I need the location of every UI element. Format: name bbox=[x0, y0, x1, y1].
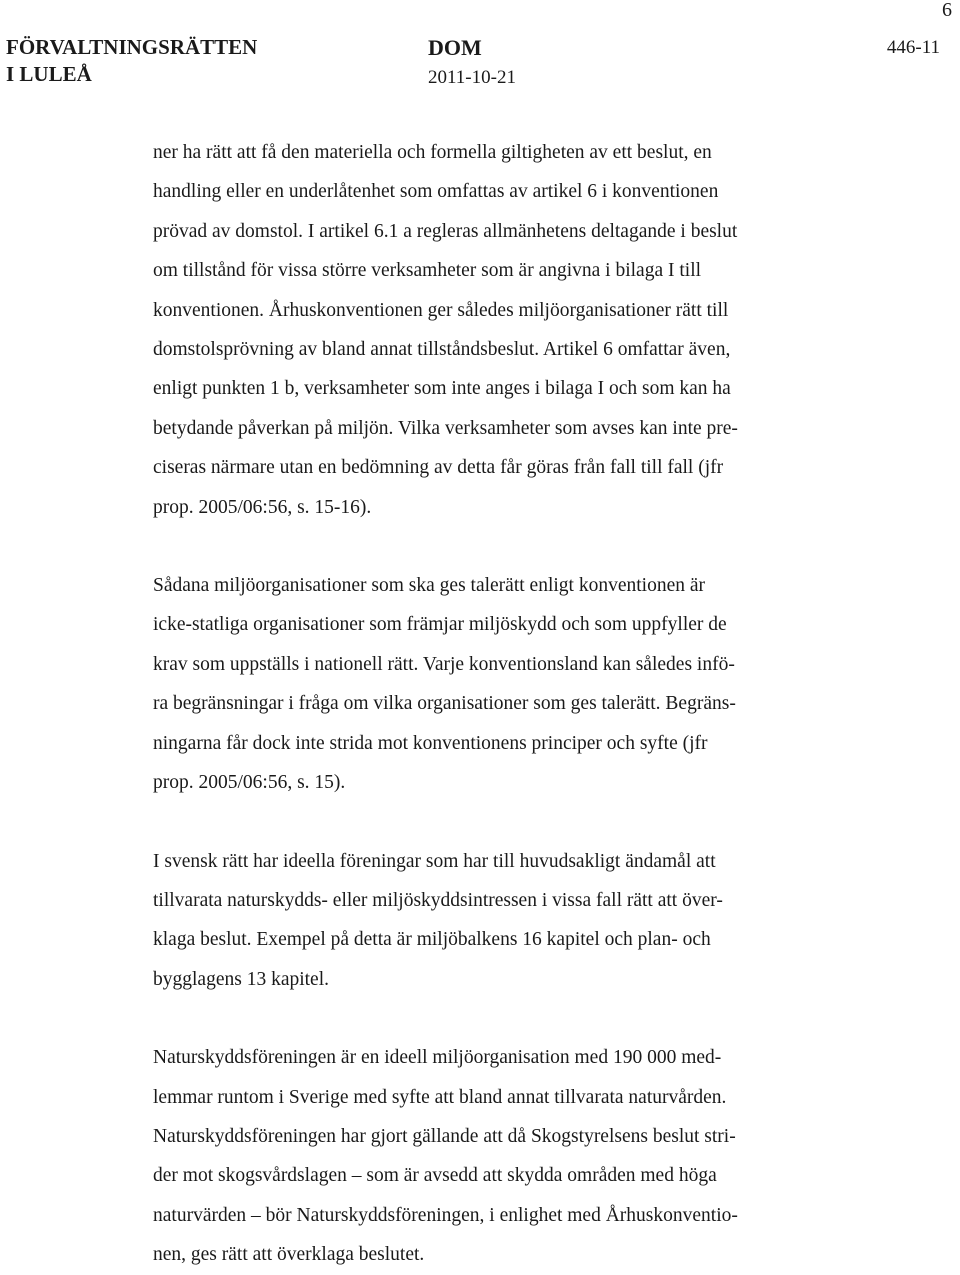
text-line: prop. 2005/06:56, s. 15). bbox=[153, 772, 346, 794]
text-line: enligt punkten 1 b, verksamheter som inte anges i bilaga I och som kan ha bbox=[153, 378, 731, 400]
text-line: domstolsprövning av bland annat tillståndsbeslut. Artikel 6 omfattar även, bbox=[153, 339, 731, 361]
text-line: I svensk rätt har ideella föreningar som har till huvudsakligt ändamål att bbox=[153, 850, 716, 872]
court-name bbox=[6, 34, 257, 88]
text-line: konventionen. Århuskonventionen ger således miljöorganisationer rätt till bbox=[153, 299, 729, 321]
paragraph-swedish-law bbox=[153, 842, 839, 1000]
text-line: ciseras närmare utan en bedömning av detta får göras från fall till fall (jfr bbox=[153, 457, 724, 479]
paragraph-environmental-organisations bbox=[153, 566, 839, 802]
document-date: 2011-10-21 bbox=[428, 67, 516, 88]
text-line: bygglagens 13 kapitel. bbox=[153, 968, 330, 990]
text-line: icke-statliga organisationer som främjar miljöskydd och som uppfyller de bbox=[153, 614, 727, 636]
document-type: DOM bbox=[428, 35, 482, 60]
court-name-line-2: I LULEÅ bbox=[6, 62, 92, 86]
text-line: prop. 2005/06:56, s. 15-16). bbox=[153, 496, 372, 518]
text-line: Sådana miljöorganisationer som ska ges talerätt enligt konventionen är bbox=[153, 575, 705, 597]
text-line: lemmar runtom i Sverige med syfte att bland annat tillvarata naturvården. bbox=[153, 1086, 727, 1108]
court-name-line-1: FÖRVALTNINGSRÄTTEN bbox=[6, 35, 258, 59]
text-line: Naturskyddsföreningen är en ideell miljöorganisation med 190 000 med- bbox=[153, 1047, 722, 1069]
page-number: 6 bbox=[942, 0, 952, 21]
text-line: om tillstånd för vissa större verksamheter som är angivna i bilaga I till bbox=[153, 260, 702, 282]
text-line: klaga beslut. Exempel på detta är miljöbalkens 16 kapitel och plan- och bbox=[153, 929, 711, 951]
paragraph-aarhus-convention bbox=[153, 133, 839, 527]
text-line: betydande påverkan på miljön. Vilka verksamheter som avses kan inte pre- bbox=[153, 417, 738, 439]
paragraph-naturskyddsforeningen bbox=[153, 1038, 839, 1274]
text-line: naturvärden – bör Naturskyddsföreningen, i enlighet med Århuskonventio- bbox=[153, 1204, 738, 1226]
text-line: ra begränsningar i fråga om vilka organisationer som ges talerätt. Begräns- bbox=[153, 693, 736, 715]
text-line: der mot skogsvårdslagen – som är avsedd att skydda områden med höga bbox=[153, 1165, 717, 1187]
case-number: 446-11 bbox=[886, 37, 940, 58]
text-line: prövad av domstol. I artikel 6.1 a regleras allmänhetens deltagande i beslut bbox=[153, 220, 738, 242]
text-line: ningarna får dock inte strida mot konventionens principer och syfte (jfr bbox=[153, 732, 708, 754]
text-line: Naturskyddsföreningen har gjort gällande att då Skogstyrelsens beslut stri- bbox=[153, 1125, 736, 1147]
text-line: tillvarata naturskydds- eller miljöskyddsintressen i vissa fall rätt att över- bbox=[153, 889, 723, 911]
text-line: ner ha rätt att få den materiella och formella giltigheten av ett beslut, en bbox=[153, 142, 712, 163]
document-header bbox=[6, 34, 942, 94]
text-line: krav som uppställs i nationell rätt. Varje konventionsland kan således infö- bbox=[153, 653, 735, 675]
text-line: handling eller en underlåtenhet som omfattas av artikel 6 i konventionen bbox=[153, 181, 719, 203]
text-line: nen, ges rätt att överklaga beslutet. bbox=[153, 1244, 425, 1266]
document-body bbox=[153, 133, 839, 1275]
